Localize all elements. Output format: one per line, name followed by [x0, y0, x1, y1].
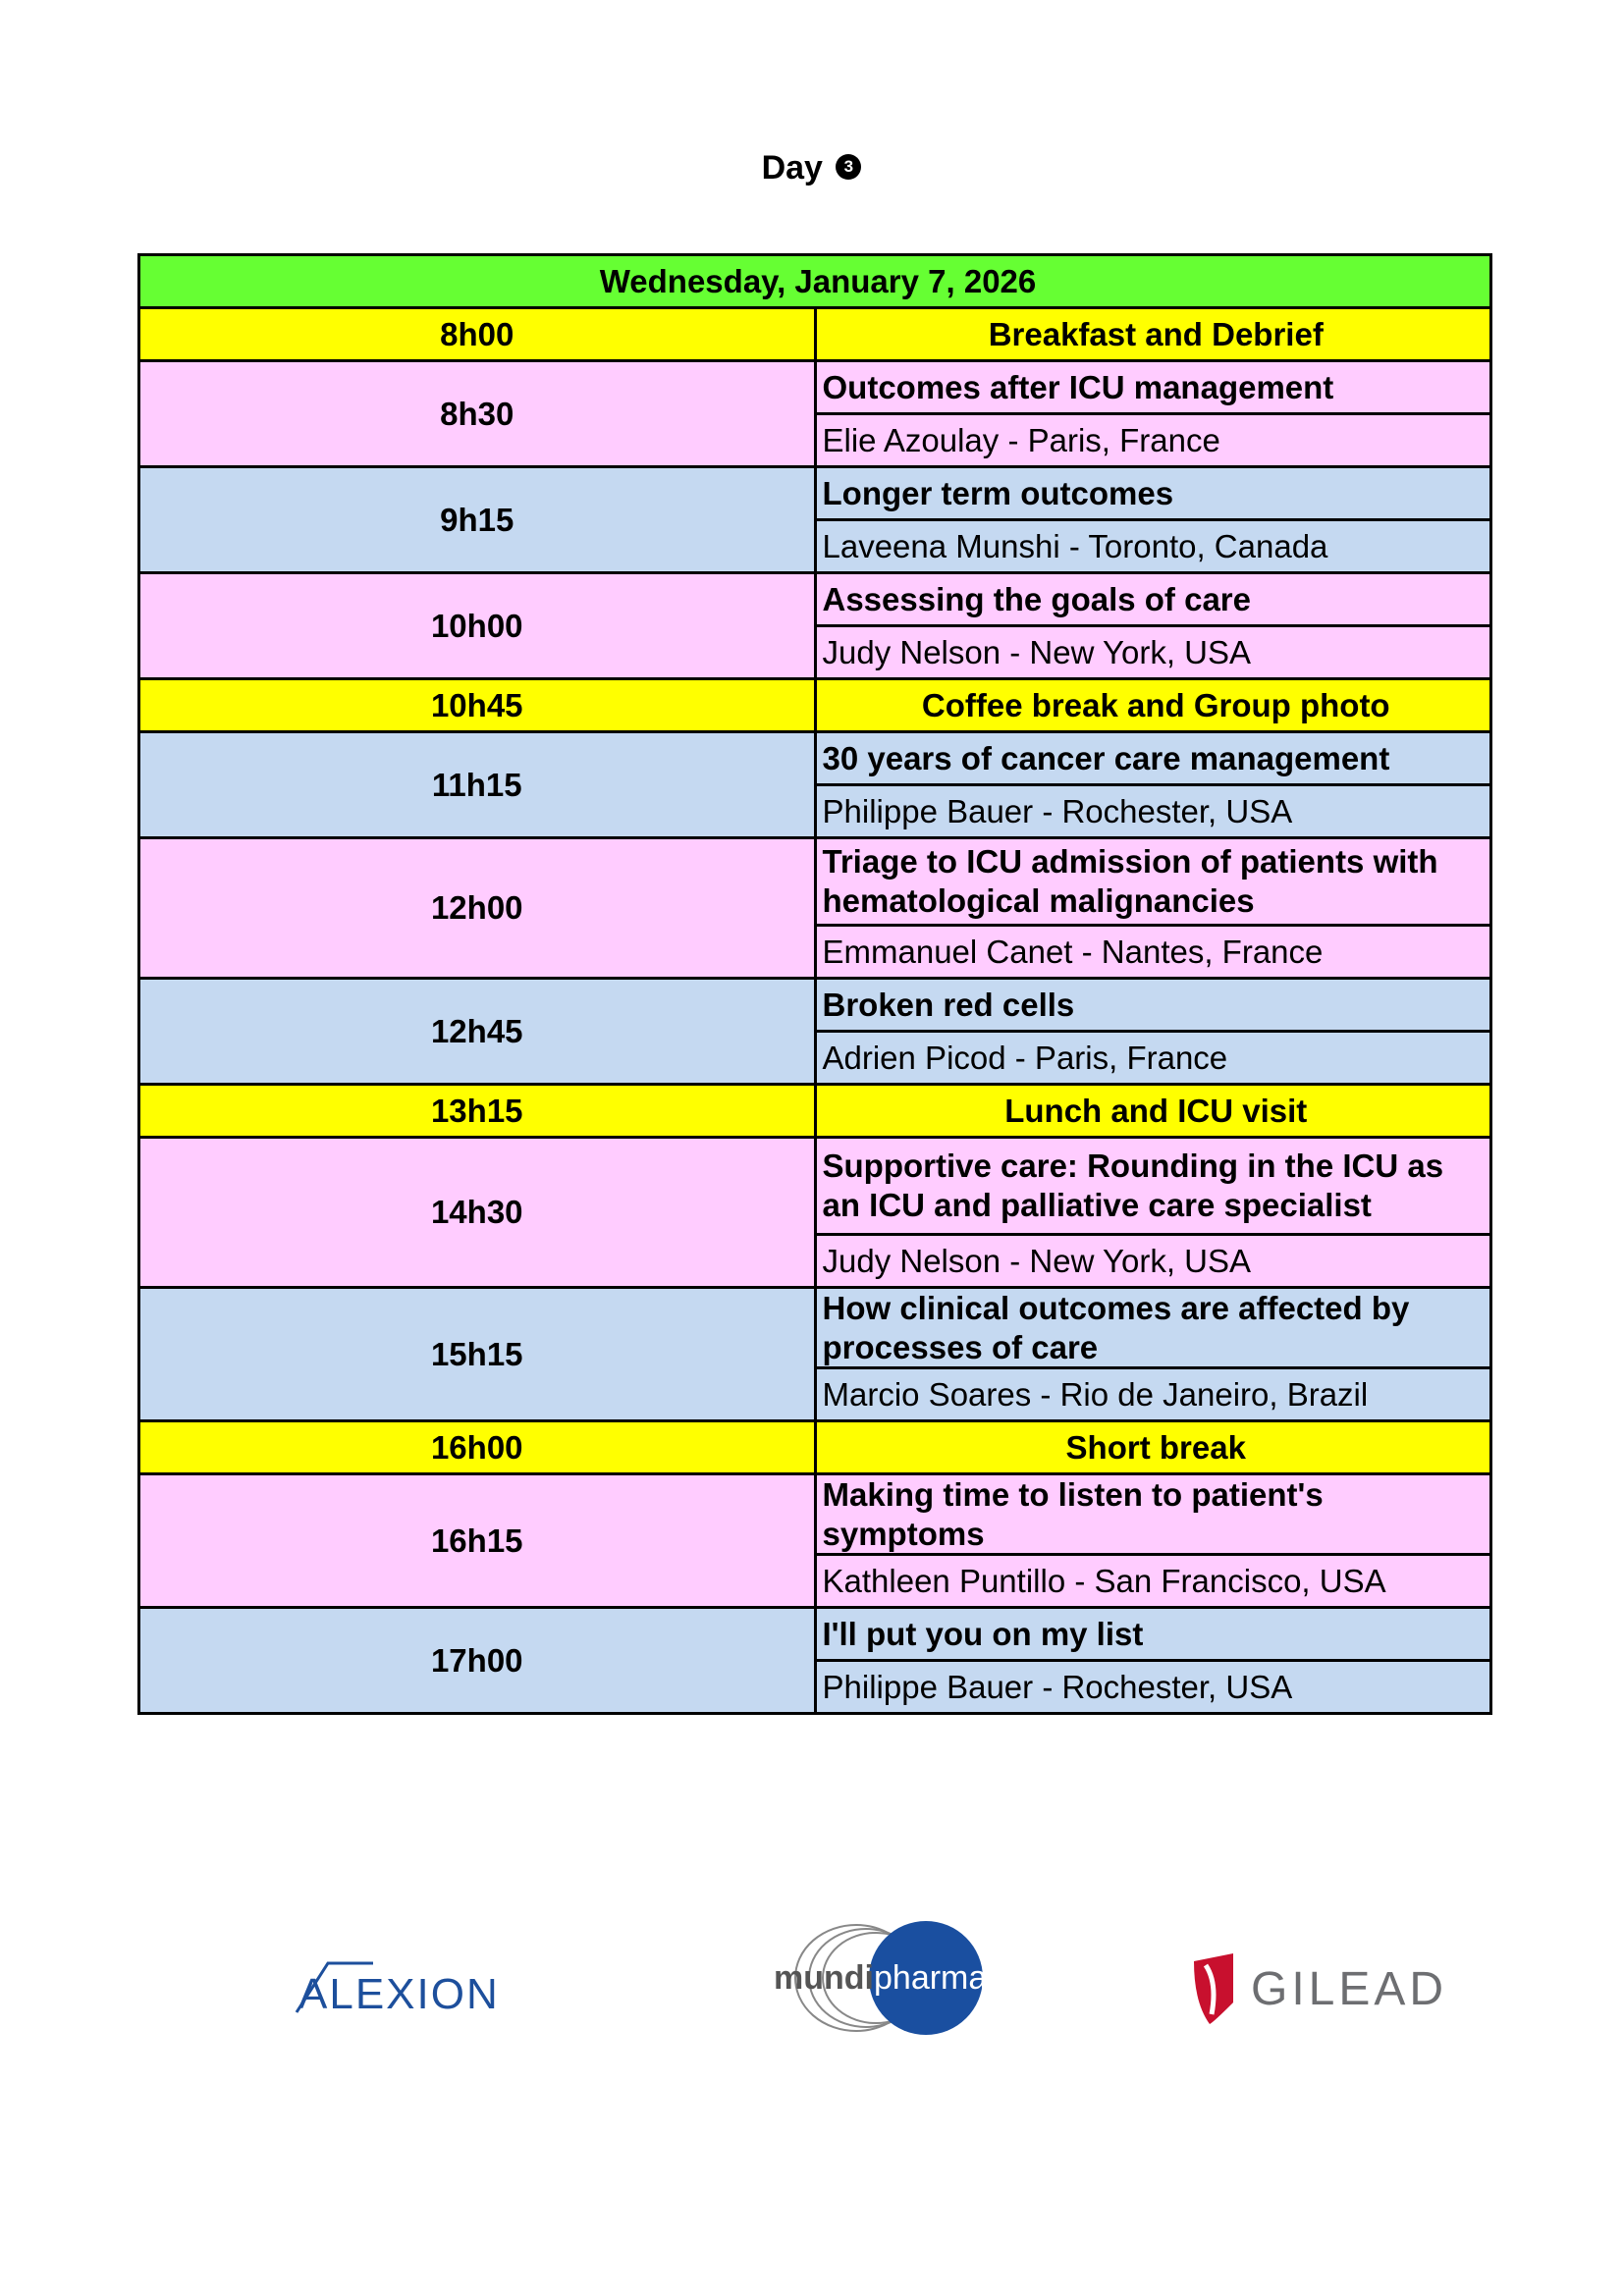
talk-row	[139, 732, 1491, 785]
schedule-date: Wednesday, January 7, 2026	[139, 255, 1491, 308]
time-cell: 15h15	[139, 1288, 816, 1421]
talk-title: Assessing the goals of care	[815, 573, 1491, 626]
day-number-badge: 3	[836, 154, 861, 180]
schedule-table	[137, 253, 1492, 1715]
page-title	[0, 149, 1623, 187]
talk-speaker: Kathleen Puntillo - San Francisco, USA	[815, 1555, 1491, 1608]
mundipharma-logo	[766, 1914, 992, 2042]
talk-title: Outcomes after ICU management	[815, 361, 1491, 414]
talk-row	[139, 361, 1491, 414]
talk-title: Longer term outcomes	[815, 467, 1491, 520]
talk-speaker: Elie Azoulay - Paris, France	[815, 414, 1491, 467]
time-cell: 10h00	[139, 573, 816, 679]
talk-title: I'll put you on my list	[815, 1608, 1491, 1661]
talk-speaker: Philippe Bauer - Rochester, USA	[815, 785, 1491, 838]
break-row	[139, 679, 1491, 732]
sponsor-logos	[0, 1914, 1623, 2071]
break-label: Lunch and ICU visit	[815, 1085, 1491, 1138]
talk-speaker: Laveena Munshi - Toronto, Canada	[815, 520, 1491, 573]
talk-title: Making time to listen to patient's symptoms	[815, 1474, 1491, 1555]
break-label: Breakfast and Debrief	[815, 308, 1491, 361]
talk-speaker: Judy Nelson - New York, USA	[815, 626, 1491, 679]
talk-title: How clinical outcomes are affected by processes of care	[815, 1288, 1491, 1368]
talk-row	[139, 838, 1491, 926]
time-cell: 12h00	[139, 838, 816, 979]
talk-title: Supportive care: Rounding in the ICU as an ICU and palliative care specialist	[815, 1138, 1491, 1235]
talk-row	[139, 467, 1491, 520]
time-cell: 16h00	[139, 1421, 816, 1474]
talk-row	[139, 1138, 1491, 1235]
talk-speaker: Marcio Soares - Rio de Janeiro, Brazil	[815, 1368, 1491, 1421]
gilead-wordmark: GILEAD	[1251, 1963, 1448, 2015]
talk-row	[139, 1288, 1491, 1368]
talk-title: 30 years of cancer care management	[815, 732, 1491, 785]
talk-speaker: Judy Nelson - New York, USA	[815, 1235, 1491, 1288]
talk-speaker: Philippe Bauer - Rochester, USA	[815, 1661, 1491, 1714]
alexion-logo	[295, 1955, 530, 2018]
time-cell: 16h15	[139, 1474, 816, 1608]
talk-row	[139, 979, 1491, 1032]
talk-speaker: Emmanuel Canet - Nantes, France	[815, 926, 1491, 979]
break-row	[139, 1085, 1491, 1138]
talk-title: Broken red cells	[815, 979, 1491, 1032]
alexion-wordmark: ALEXION	[298, 1970, 500, 2018]
talk-row	[139, 1608, 1491, 1661]
break-label: Coffee break and Group photo	[815, 679, 1491, 732]
time-cell: 14h30	[139, 1138, 816, 1288]
break-row	[139, 1421, 1491, 1474]
talk-row	[139, 1474, 1491, 1555]
date-row	[139, 255, 1491, 308]
time-cell: 11h15	[139, 732, 816, 838]
time-cell: 10h45	[139, 679, 816, 732]
gilead-logo	[1188, 1944, 1453, 2028]
mundipharma-left-text: mundi	[774, 1959, 874, 1997]
talk-title: Triage to ICU admission of patients with hematological malignancies	[815, 838, 1491, 926]
talk-row	[139, 573, 1491, 626]
time-cell: 8h00	[139, 308, 816, 361]
time-cell: 17h00	[139, 1608, 816, 1714]
time-cell: 9h15	[139, 467, 816, 573]
break-label: Short break	[815, 1421, 1491, 1474]
mundipharma-right-text: pharma	[874, 1959, 988, 1997]
time-cell: 12h45	[139, 979, 816, 1085]
time-cell: 8h30	[139, 361, 816, 467]
break-row	[139, 308, 1491, 361]
talk-speaker: Adrien Picod - Paris, France	[815, 1032, 1491, 1085]
day-label: Day	[761, 149, 823, 187]
time-cell: 13h15	[139, 1085, 816, 1138]
